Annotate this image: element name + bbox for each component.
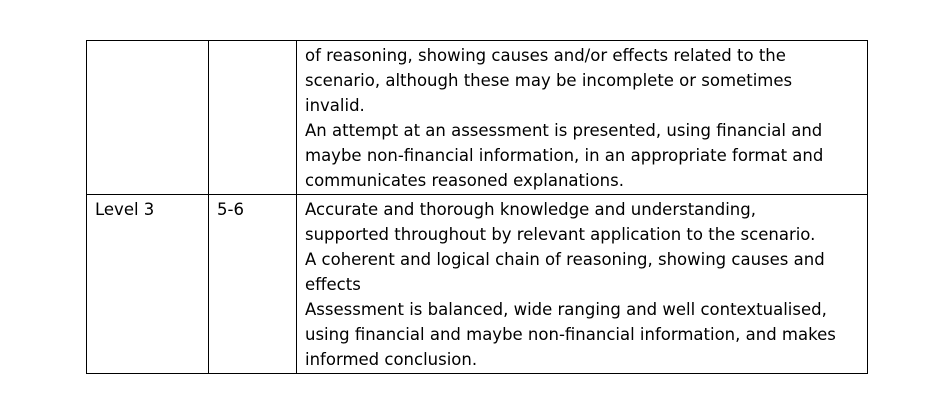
table-row xyxy=(87,195,868,374)
descriptor-line: scenario, although these may be incomplete or sometimes xyxy=(305,71,793,90)
descriptor-line: communicates reasoned explanations. xyxy=(305,171,624,190)
marks-cell xyxy=(209,41,297,195)
table-row xyxy=(87,41,868,195)
descriptor-line: An attempt at an assessment is presented, using financial and xyxy=(305,121,823,140)
descriptor-cell xyxy=(297,195,868,374)
level-cell xyxy=(87,41,209,195)
descriptor-line: of reasoning, showing causes and/or effects related to the xyxy=(305,46,786,65)
descriptor-line: supported throughout by relevant application to the scenario. xyxy=(305,225,816,244)
descriptor-line: maybe non-financial information, in an appropriate format and xyxy=(305,146,824,165)
descriptor-line: using financial and maybe non-financial information, and makes xyxy=(305,325,836,344)
marks-cell: 5-6 xyxy=(209,195,297,374)
descriptor-line: A coherent and logical chain of reasoning, showing causes and xyxy=(305,250,825,269)
level-cell: Level 3 xyxy=(87,195,209,374)
levels-table xyxy=(86,40,868,374)
descriptor-line: informed conclusion. xyxy=(305,350,478,369)
descriptor-cell xyxy=(297,41,868,195)
descriptor-line: invalid. xyxy=(305,96,365,115)
descriptor-line: Assessment is balanced, wide ranging and well contextualised, xyxy=(305,300,827,319)
descriptor-line: Accurate and thorough knowledge and understanding, xyxy=(305,200,756,219)
descriptor-line: effects xyxy=(305,275,361,294)
